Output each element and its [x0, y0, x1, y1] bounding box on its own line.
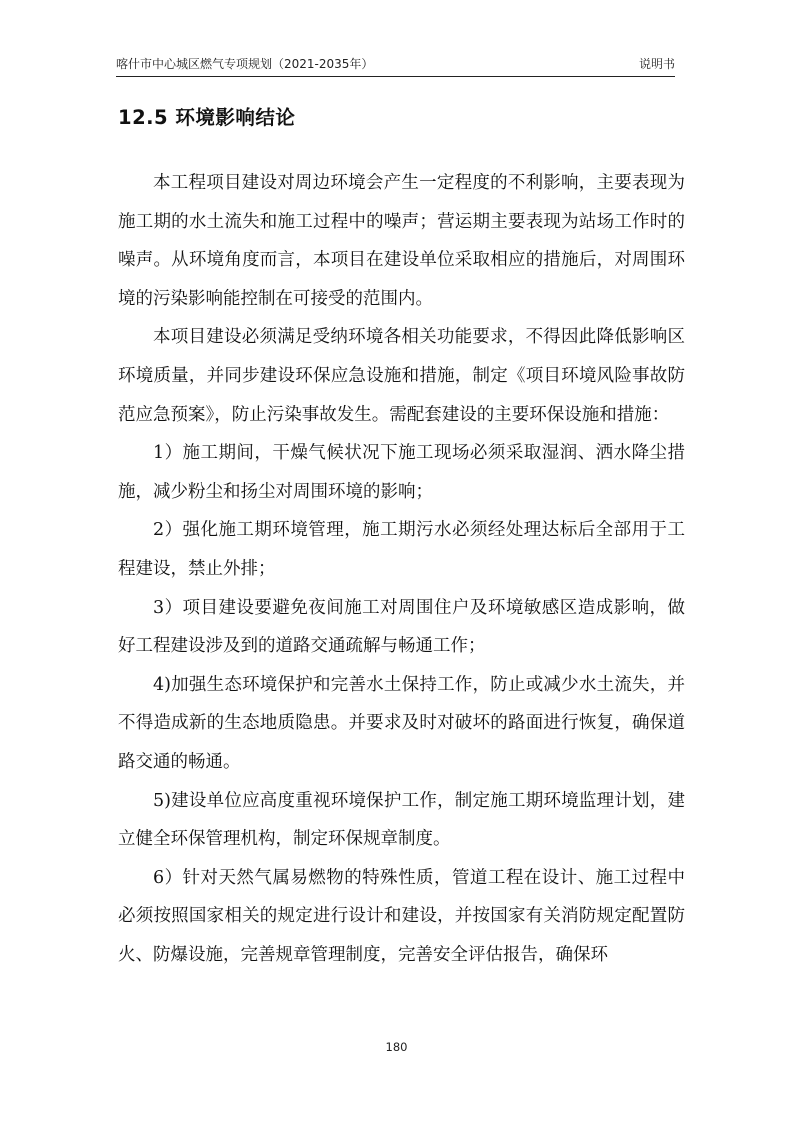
measure-item-6: 6）针对天然气属易燃物的特殊性质，管道工程在设计、施工过程中必须按照国家相关的规定进行设计和建设，并按国家有关消防规定配置防火、防爆设施，完善规章管理制度，完善安全评估报告，确保环	[118, 867, 685, 965]
section-label: 说明书	[638, 57, 675, 71]
measure-item-1: 1）施工期间，干燥气候状况下施工现场必须采取湿润、洒水降尘措施，减少粉尘和扬尘对周围环境的影响；	[118, 443, 685, 502]
measure-item-5: 5)建设单位应高度重视环境保护工作，制定施工期环境监理计划，建立健全环保管理机构，制定环保规章制度。	[118, 790, 685, 850]
measure-item-2: 2）强化施工期环境管理，施工期污水必须经处理达标后全部用于工程建设，禁止外排；	[118, 520, 685, 579]
body-text	[118, 164, 685, 974]
section-title: 12.5 环境影响结论	[118, 106, 296, 129]
paragraph-impact-summary: 本工程项目建设对周边环境会产生一定程度的不利影响，主要表现为施工期的水土流失和施工过程中的噪声；营运期主要表现为站场工作时的噪声。从环境角度而言，本项目在建设单位采取相应的措施后，对周围环境的污染影响能控制在可接受的范围内。	[118, 173, 685, 309]
page-number: 180	[385, 1040, 408, 1054]
measure-item-4: 4)加强生态环境保护和完善水土保持工作，防止或减少水土流失，并不得造成新的生态地质隐患。并要求及时对破坏的路面进行恢复，确保道路交通的畅通。	[118, 674, 685, 772]
measure-item-3: 3）项目建设要避免夜间施工对周围住户及环境敏感区造成影响，做好工程建设涉及到的道路交通疏解与畅通工作；	[118, 597, 685, 657]
page-header	[116, 56, 675, 77]
document-title: 喀什市中心城区燃气专项规划（2021-2035年）	[116, 57, 374, 71]
paragraph-requirements: 本项目建设必须满足受纳环境各相关功能要求，不得因此降低影响区环境质量，并同步建设环保应急设施和措施，制定《项目环境风险事故防范应急预案》，防止污染事故发生。需配套建设的主要环保设施和措施：	[118, 327, 685, 425]
